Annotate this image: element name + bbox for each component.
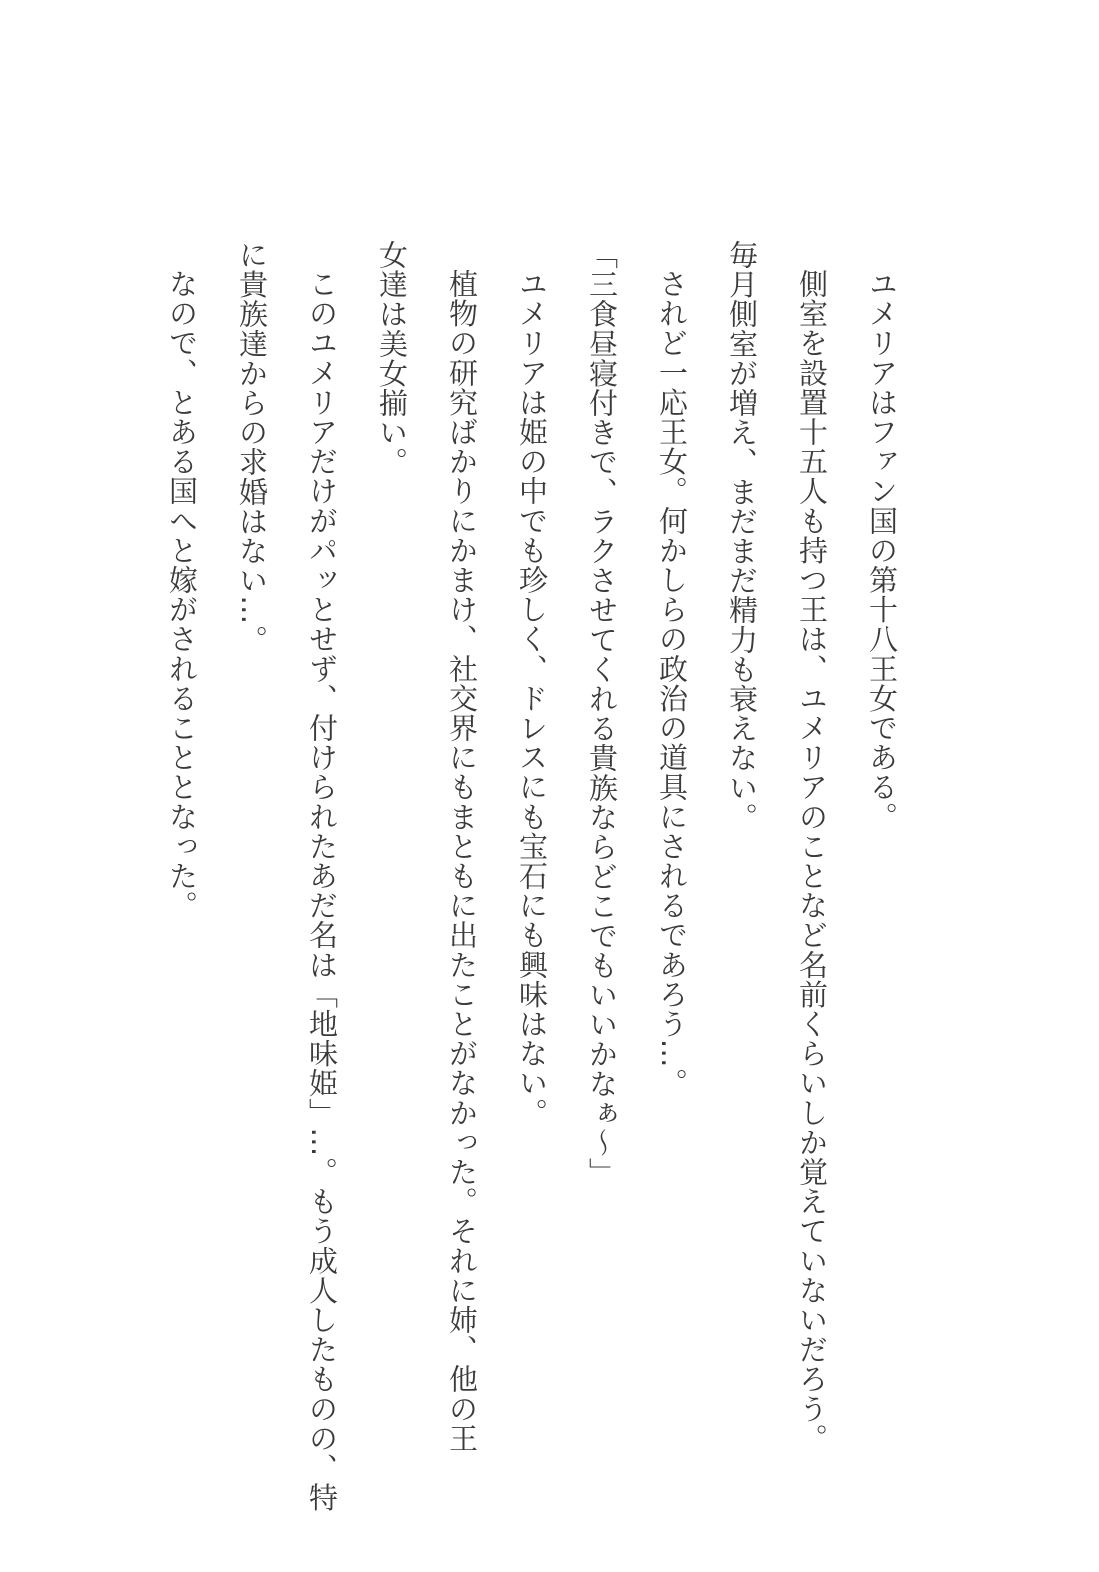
text-line-2: 側室を設置十五人も持つ王は、ユメリアのことなど名前くらいしか覚えていないだろう。	[795, 269, 829, 1453]
text-line-4: されど一応王女。何かしらの政治の道具にされるであろう…。	[655, 269, 689, 1098]
text-line-11: なので、とある国へと嫁がされることとなった。	[165, 269, 199, 921]
text-line-6: ユメリアは姫の中でも珍しく、ドレスにも宝石にも興味はない。	[515, 269, 549, 1128]
text-line-9: このユメリアだけがパッとせず、付けられたあだ名は「地味姫」…。もう成人したものの、特	[305, 269, 339, 1513]
text-line-5: 「三食昼寝付きで、ラクさせてくれる貴族ならどこでもいいかなぁ～」	[585, 240, 619, 1188]
text-line-3: 毎月側室が増え、まだまだ精力も衰えない。	[725, 240, 759, 832]
text-line-7: 植物の研究ばかりにかまけ、社交界にもまともに出たことがなかった。それに姉、他の王	[445, 269, 479, 1453]
text-line-8: 女達は美女揃い。	[375, 240, 409, 477]
text-line-1: ユメリアはファン国の第十八王女である。	[865, 269, 899, 832]
text-line-10: に貴族達からの求婚はない…。	[235, 240, 269, 655]
